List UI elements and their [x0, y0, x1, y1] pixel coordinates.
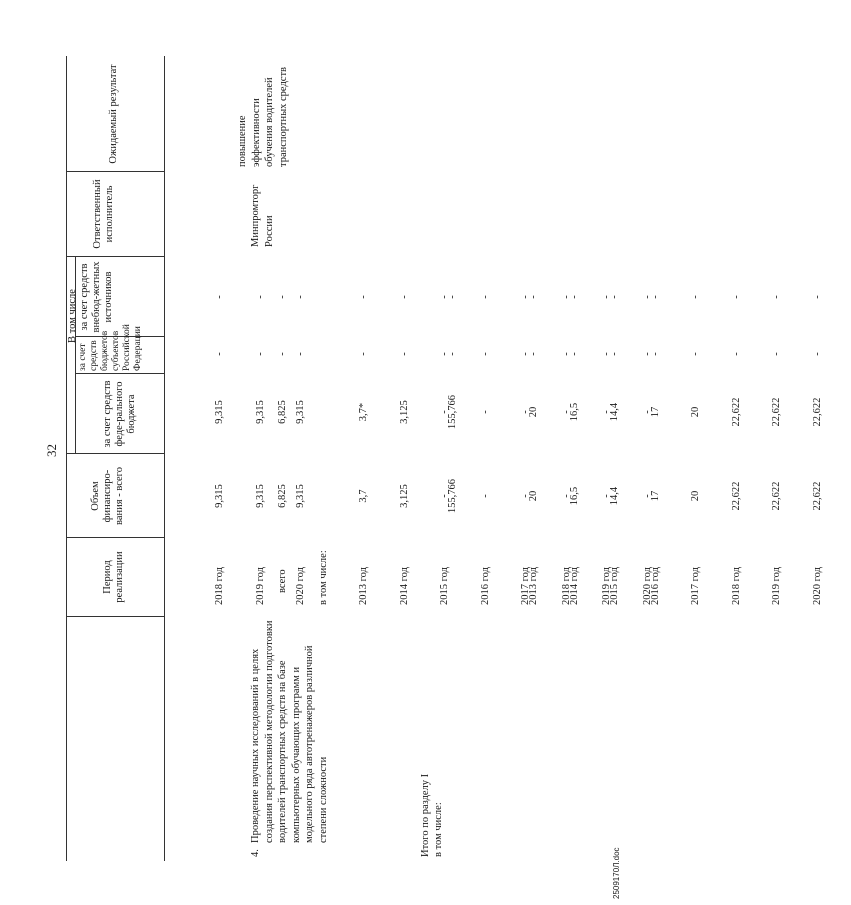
list-item: - — [479, 352, 491, 356]
list-item: - — [439, 410, 450, 414]
list-item: - — [479, 494, 491, 498]
list-item: 3,7 — [358, 489, 369, 503]
list-item: 22,622 — [771, 481, 782, 511]
list-item: - — [641, 410, 653, 414]
list-item: 17 — [649, 490, 661, 502]
list-item — [317, 395, 331, 429]
list-item: - — [690, 295, 701, 299]
list-item: - — [560, 295, 572, 299]
list-item: 9,315 — [254, 484, 266, 508]
list-item: 2020 год — [641, 567, 653, 605]
list-item: - — [641, 295, 653, 299]
header-responsible: Ответственный исполнитель — [92, 179, 115, 249]
list-item: 6,825 — [277, 400, 288, 424]
table-top-rule — [66, 56, 67, 861]
list-item: 17 — [649, 406, 661, 418]
list-item: - — [398, 352, 410, 356]
list-item: - — [479, 295, 491, 299]
list-item: 20 — [690, 406, 701, 418]
header-col-federal: за счет средств феде-рального бюджета — [102, 380, 137, 448]
list-item: 22,622 — [771, 397, 782, 427]
list-item: - — [254, 352, 266, 356]
item-number: 4. — [250, 849, 261, 857]
list-item: - — [254, 295, 266, 299]
section-total-totals — [419, 475, 851, 517]
list-item: - — [730, 352, 742, 356]
list-item — [317, 290, 331, 304]
col-rule-1 — [66, 616, 164, 617]
list-item: 2016 год — [649, 567, 661, 605]
list-item: - — [439, 295, 450, 299]
list-item: - — [447, 352, 458, 356]
list-item — [446, 567, 460, 605]
list-item: 3,125 — [398, 400, 410, 424]
col-rule-3 — [66, 453, 164, 454]
list-item: 2017 год — [520, 567, 531, 605]
list-item: - — [398, 295, 410, 299]
section-total-regional — [419, 347, 851, 361]
list-item: - — [277, 352, 288, 356]
list-item: 2018 год — [214, 567, 225, 605]
list-item: 22,622 — [811, 397, 823, 427]
list-item: - — [771, 295, 782, 299]
list-item: 22,622 — [730, 397, 742, 427]
list-item: 9,315 — [254, 400, 266, 424]
list-item: 2019 год — [601, 567, 612, 605]
list-item: - — [520, 494, 531, 498]
list-item: - — [649, 352, 661, 356]
list-item: - — [601, 295, 612, 299]
section-total-sublabel: в том числе: — [433, 802, 444, 857]
list-item: 20 — [528, 406, 539, 418]
list-item: - — [609, 295, 620, 299]
list-item: - — [295, 352, 306, 356]
list-item: - — [560, 352, 572, 356]
list-item: 155,766 — [447, 478, 458, 514]
list-item: 2018 год — [560, 567, 572, 605]
list-item: 9,315 — [214, 400, 225, 424]
col-rule-7 — [66, 171, 164, 172]
list-item: - — [560, 494, 572, 498]
col-rule-2 — [66, 537, 164, 538]
list-item: - — [520, 295, 531, 299]
header-volume: Объем финансиро-вания - всего — [90, 467, 125, 525]
list-item: 9,315 — [295, 400, 306, 424]
list-item — [487, 347, 501, 361]
list-item: 2017 год — [690, 567, 701, 605]
list-item: 2014 год — [398, 567, 410, 605]
list-item: 9,315 — [214, 484, 225, 508]
list-item: 22,622 — [811, 481, 823, 511]
doc-id: 2509170Л.doc — [612, 847, 621, 899]
list-item: - — [811, 352, 823, 356]
list-item — [487, 475, 501, 517]
list-item: - — [568, 295, 580, 299]
list-item: - — [601, 494, 612, 498]
list-item: 14,4 — [609, 402, 620, 422]
page-number: 32 — [44, 444, 59, 457]
list-item: 3,7* — [358, 402, 369, 422]
item-description: Проведение научных исследований в целях создания перспективной методологии подготовки водителей транспортных средств на базе компьютерных обучающих программ и модельного ряда автотренажеров различной степени сложности — [250, 620, 329, 843]
list-item: 3,125 — [398, 484, 410, 508]
list-item: - — [601, 410, 612, 414]
list-item: - — [528, 352, 539, 356]
list-item: 16,5 — [568, 486, 580, 506]
list-item: - — [214, 352, 225, 356]
list-item: - — [730, 295, 742, 299]
list-item: - — [771, 352, 782, 356]
list-item: 20 — [690, 490, 701, 502]
col-rule-6 — [66, 256, 164, 257]
item4-result: повышение эффективности обучения водителей транспортных средств — [237, 66, 289, 167]
list-item: - — [528, 295, 539, 299]
list-item: - — [609, 352, 620, 356]
list-item: - — [520, 352, 531, 356]
section-total-ext — [419, 290, 851, 304]
list-item: 16,5 — [568, 402, 580, 422]
item4-responsible: Минпромторг России — [250, 184, 275, 247]
header-col-ext: за счет средств внебюд-жетных источников — [79, 261, 114, 333]
list-item: - — [447, 295, 458, 299]
list-item: 2016 год — [479, 567, 491, 605]
section-total-federal — [419, 391, 851, 433]
header-col-regional: за счет средств бюджетов субъектов Российской Федерации — [78, 324, 143, 371]
list-item: 2015 год — [609, 567, 620, 605]
list-item: - — [641, 494, 653, 498]
list-item: - — [439, 494, 450, 498]
list-item: - — [295, 295, 306, 299]
list-item: в том числе: — [317, 550, 329, 605]
list-item: - — [214, 295, 225, 299]
list-item: - — [479, 410, 491, 414]
list-item: - — [811, 295, 823, 299]
list-item: 2015 год — [439, 567, 450, 605]
list-item: - — [560, 410, 572, 414]
list-item: 2018 год — [730, 567, 742, 605]
list-item: 2020 год — [811, 567, 823, 605]
list-item: 2013 год — [528, 567, 539, 605]
list-item: 2019 год — [771, 567, 782, 605]
header-period: Период реализации — [102, 551, 125, 603]
list-item: - — [439, 352, 450, 356]
list-item — [487, 391, 501, 433]
list-item: 14,4 — [609, 486, 620, 506]
list-item: - — [690, 352, 701, 356]
list-item: 22,622 — [730, 481, 742, 511]
list-item: 6,825 — [277, 484, 288, 508]
list-item: 9,315 — [295, 484, 306, 508]
list-item: - — [358, 352, 369, 356]
header-result: Ожидаемый результат — [108, 64, 119, 164]
list-item: 2013 год — [358, 567, 369, 605]
list-item: - — [641, 352, 653, 356]
section-total-label: Итого по разделу I — [420, 773, 431, 857]
section-total-periods — [419, 567, 851, 605]
list-item — [487, 290, 501, 304]
list-item: - — [601, 352, 612, 356]
list-item: 20 — [528, 490, 539, 502]
header-including: В том числе — [67, 289, 78, 343]
list-item: - — [649, 295, 661, 299]
list-item: - — [520, 410, 531, 414]
list-item: 2014 год — [568, 567, 580, 605]
list-item: - — [568, 352, 580, 356]
list-item — [487, 567, 501, 605]
list-item: - — [277, 295, 288, 299]
list-item: 2020 год — [295, 567, 306, 605]
list-item: 155,766 — [447, 394, 458, 430]
header-bottom-rule — [164, 56, 165, 861]
col-rule-4 — [75, 373, 164, 374]
list-item: - — [358, 295, 369, 299]
list-item: всего — [277, 569, 288, 593]
list-item — [317, 479, 331, 513]
list-item: 2019 год — [254, 567, 266, 605]
list-item — [317, 347, 331, 361]
